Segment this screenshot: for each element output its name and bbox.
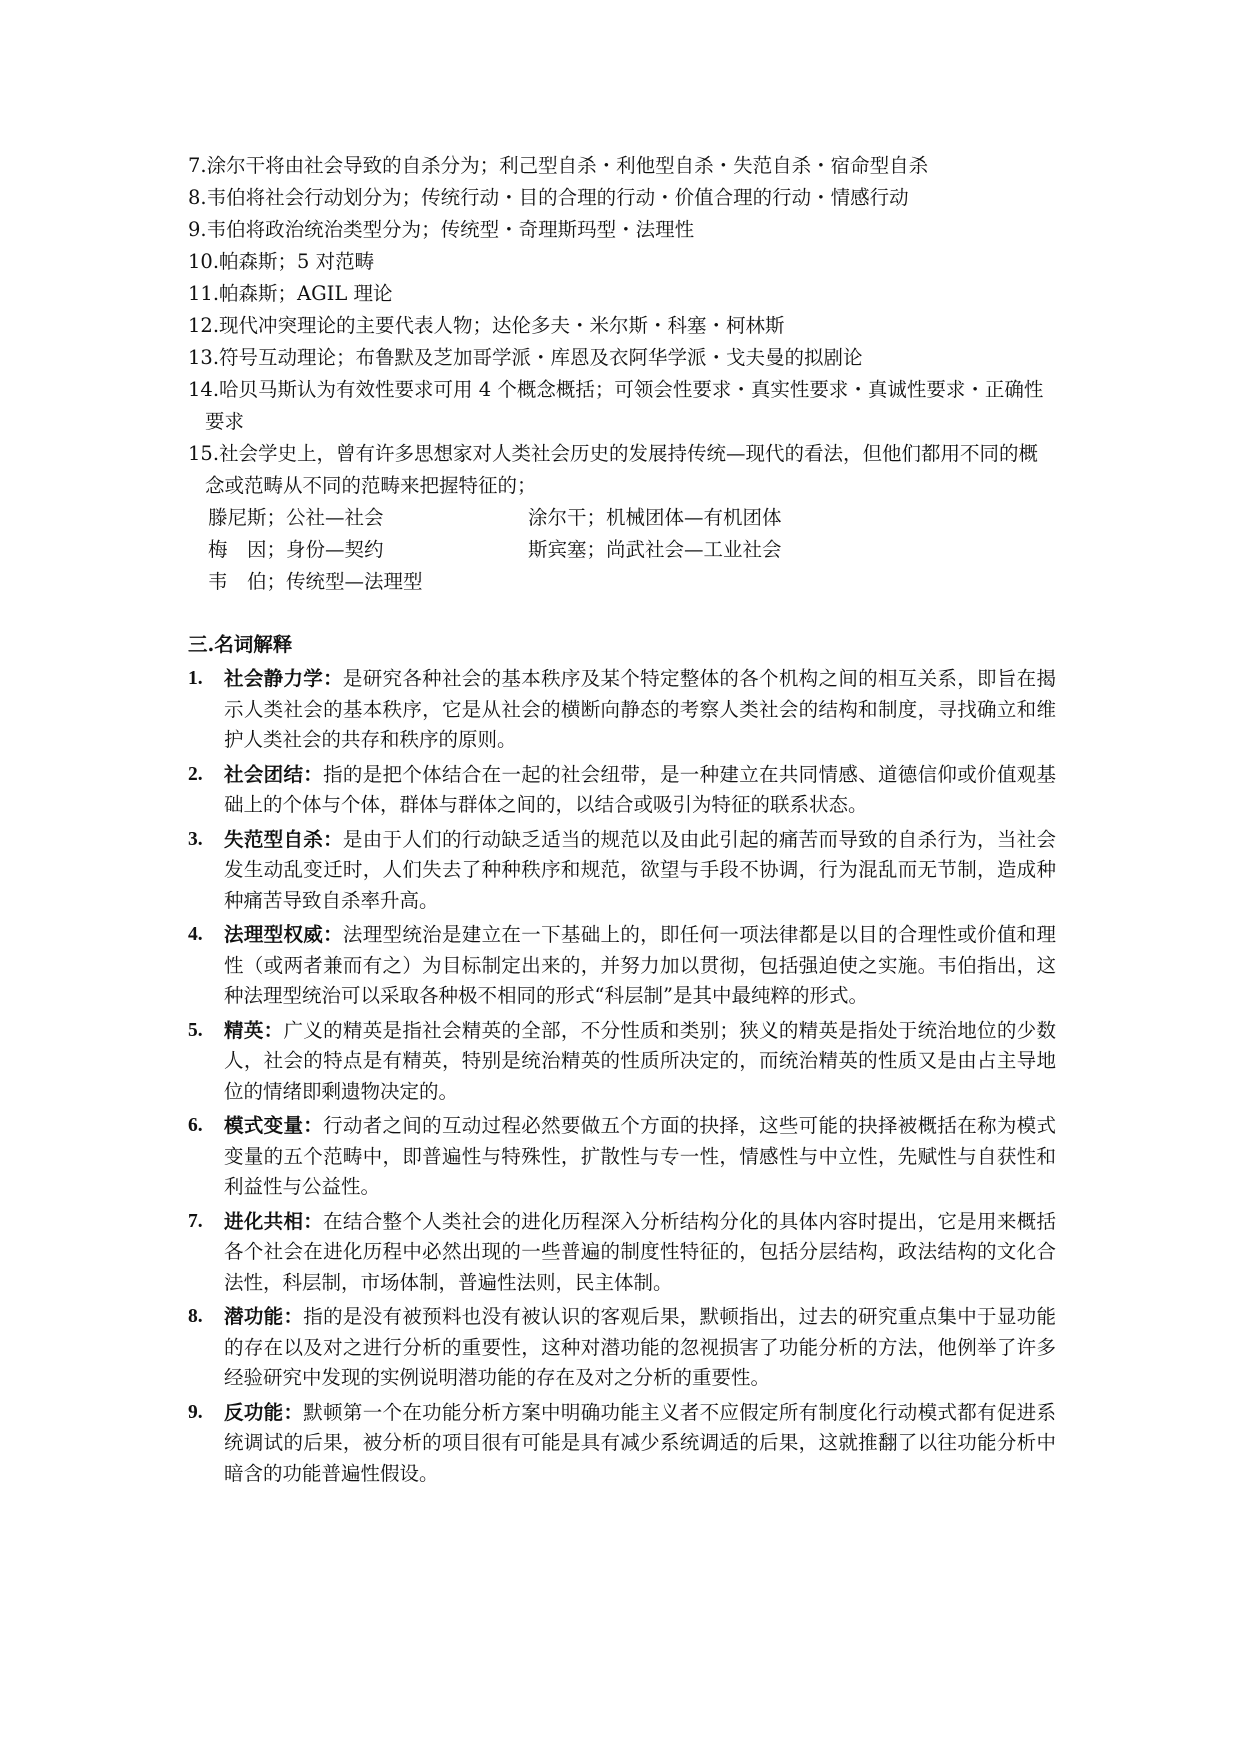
definition-item: [188, 825, 1056, 917]
definition-list: [188, 664, 1056, 1489]
definition-term: 社会静力学：: [224, 667, 343, 690]
definition-term: 模式变量：: [224, 1114, 324, 1137]
thinker-entry: 梅 因；身份—契约: [208, 538, 384, 561]
definition-text: 指的是把个体结合在一起的社会纽带，是一种建立在共同情感、道德信仰或价值观基础上的个体与个体，群体与群体之间的，以结合或吸引为特征的联系状态。: [224, 762, 1056, 816]
definition-text: 是研究各种社会的基本秩序及某个特定整体的各个机构之间的相互关系，即旨在揭示人类社会的基本秩序，它是从社会的横断向静态的考察人类社会的结构和制度，寻找确立和维护人类社会的共存和秩序的原则。: [224, 667, 1056, 751]
definition-text: 广义的精英是指社会精英的全部，不分性质和类别；狭义的精英是指处于统治地位的少数人，社会的特点是有精英，特别是统治精英的性质所决定的，而统治精英的性质又是由占主导地位的情绪即剩遗物决定的。: [224, 1018, 1056, 1103]
definition-term: 进化共相：: [224, 1209, 324, 1233]
thinker-entry: 滕尼斯；公社—社会: [208, 506, 384, 529]
definition-number: 5.: [188, 1019, 203, 1041]
definition-term: 社会团结：: [224, 762, 324, 786]
section-title: 三.名词解释: [188, 633, 293, 656]
list-item: 12.现代冲突理论的主要代表人物；达伦多夫・米尔斯・科塞・柯林斯: [188, 314, 785, 337]
definition-item: [188, 664, 1056, 756]
definition-term: 法理型权威：: [224, 923, 343, 946]
definition-item: [188, 1207, 1056, 1299]
definition-number: 2.: [188, 763, 203, 785]
definition-number: 3.: [188, 828, 203, 850]
definition-number: 1.: [188, 668, 203, 689]
definition-text: 法理型统治是建立在一下基础上的，即任何一项法律都是以目的合理性或价值和理性（或两者兼而有之）为目标制定出来的，并努力加以贯彻，包括强迫使之实施。韦伯指出，这种法理型统治可以采取各种极不相同的形式“科层制”是其中最纯粹的形式。: [224, 923, 1056, 1007]
list-item: 11.帕森斯；AGIL 理论: [188, 282, 393, 305]
definition-number: 9.: [188, 1401, 203, 1423]
definition-number: 6.: [188, 1115, 203, 1136]
definition-number: 7.: [188, 1210, 203, 1232]
list-item: 14.哈贝马斯认为有效性要求可用 4 个概念概括；可领会性要求・真实性要求・真诚性要求・正确性要求: [188, 378, 1044, 433]
definition-number: 4.: [188, 924, 203, 945]
definition-item: [188, 920, 1056, 1012]
thinker-entry: [528, 566, 1056, 598]
definition-item: [188, 1302, 1056, 1394]
definition-term: 反功能：: [224, 1400, 304, 1424]
list-item: 7.涂尔干将由社会导致的自杀分为；利己型自杀・利他型自杀・失范自杀・宿命型自杀: [188, 154, 929, 177]
list-item: 8.韦伯将社会行动划分为；传统行动・目的合理的行动・价值合理的行动・情感行动: [188, 186, 909, 209]
definition-text: 默顿第一个在功能分析方案中明确功能主义者不应假定所有制度化行动模式都有促进系统调试的后果，被分析的项目很有可能是具有减少系统调适的后果，这就推翻了以往功能分析中暗含的功能普遍性假设。: [224, 1400, 1056, 1485]
list-item: 15.社会学史上，曾有许多思想家对人类社会历史的发展持传统—现代的看法，但他们都用不同的概念或范畴从不同的范畴来把握特征的；: [188, 442, 1039, 497]
thinker-row: [188, 502, 1056, 534]
thinker-entry: 斯宾塞；尚武社会—工业社会: [528, 538, 782, 561]
definition-term: 失范型自杀：: [224, 827, 343, 851]
definition-item: [188, 1016, 1056, 1108]
definition-text: 在结合整个人类社会的进化历程深入分析结构分化的具体内容时提出，它是用来概括各个社会在进化历程中必然出现的一些普遍的制度性特征的，包括分层结构，政法结构的文化合法性，科层制，市场体制，普遍性法则，民主体制。: [224, 1209, 1056, 1294]
definition-item: [188, 1398, 1056, 1490]
thinker-row: [188, 566, 1056, 598]
definition-item: [188, 1111, 1056, 1203]
definition-item: [188, 760, 1056, 821]
page-content: [188, 150, 1056, 1493]
list-item: 9.韦伯将政治统治类型分为；传统型・奇理斯玛型・法理性: [188, 218, 695, 241]
definition-number: 8.: [188, 1306, 203, 1327]
list-item: 13.符号互动理论；布鲁默及芝加哥学派・库恩及衣阿华学派・戈夫曼的拟剧论: [188, 346, 863, 369]
definition-text: 指的是没有被预料也没有被认识的客观后果，默顿指出，过去的研究重点集中于显功能的存在以及对之进行分析的重要性，这种对潜功能的忽视损害了功能分析的方法，他例举了许多经验研究中发现的实例说明潜功能的存在及对之分析的重要性。: [224, 1305, 1056, 1389]
definition-term: 精英：: [224, 1018, 284, 1042]
list-item: 10.帕森斯；5 对范畴: [188, 250, 375, 273]
thinker-row: [188, 534, 1056, 566]
thinker-entry: 涂尔干；机械团体—有机团体: [528, 506, 782, 529]
definition-term: 潜功能：: [224, 1305, 304, 1328]
definition-text: 是由于人们的行动缺乏适当的规范以及由此引起的痛苦而导致的自杀行为，当社会发生动乱变迁时，人们失去了种种秩序和规范，欲望与手段不协调，行为混乱而无节制，造成种种痛苦导致自杀率升高。: [224, 827, 1056, 912]
definition-text: 行动者之间的互动过程必然要做五个方面的抉择，这些可能的抉择被概括在称为模式变量的五个范畴中，即普遍性与特殊性，扩散性与专一性，情感性与中立性，先赋性与自获性和利益性与公益性。: [224, 1114, 1056, 1198]
thinker-entry: 韦 伯；传统型—法理型: [208, 570, 423, 593]
